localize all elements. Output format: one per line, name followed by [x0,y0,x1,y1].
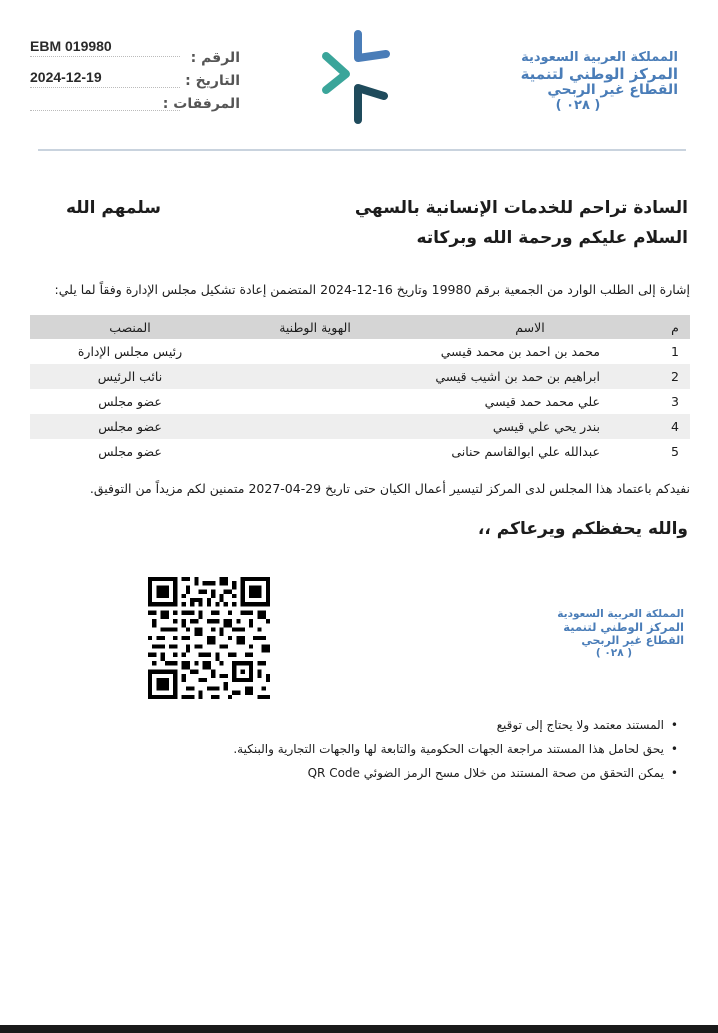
row-position: عضو مجلس [30,414,230,439]
col-header-position: المنصب [30,315,230,339]
intro-paragraph: إشارة إلى الطلب الوارد من الجمعية برقم 19980 وتاريخ 16-12-2024 المتضمن إعادة تشكيل مجلس الإدارة وفقاً لما يلي: [54,282,690,297]
organization-header [478,50,678,114]
number-label: الرقم : [190,50,240,66]
table-row [30,439,690,464]
row-position: عضو مجلس [98,444,162,459]
regards: سلمهم الله [66,198,161,218]
recipient: السادة تراحم للخدمات الإنسانية بالسهي [354,198,688,218]
ncnp-logo-icon [318,30,394,126]
notes-list [38,718,678,790]
row-num: 1 [671,344,679,359]
row-position: رئيس مجلس الإدارة [77,344,183,359]
table-row [30,414,690,439]
list-item: • المستند معتمد ولا يحتاج إلى توقيع [38,718,678,742]
closing-note: نفيدكم باعتماد هذا المجلس لدى المركز لتيسير أعمال الكيان حتى تاريخ 29-04-2027 متمنين لكم مزيداً من التوفيق. [89,481,690,496]
stamp-center: المركز الوطني لتنمية [563,620,684,634]
row-num: 2 [660,364,690,389]
stamp-sector: القطاع غير الربحي [581,634,684,647]
greeting: السلام عليكم ورحمة الله وبركاته [416,228,688,248]
row-national-id [230,389,400,414]
qr-code-icon[interactable] [148,577,270,699]
row-national-id [230,414,400,439]
attachments-field [30,96,240,118]
row-national-id [230,364,400,389]
stamp-country: المملكة العربية السعودية [557,608,684,620]
row-name: علي محمد حمد قيسي [484,394,600,409]
header-divider [38,149,686,151]
date-line [30,87,180,88]
row-national-id [230,339,400,364]
table-row [30,339,690,364]
list-item: • يحق لحامل هذا المستند مراجعة الجهات الحكومية والتابعة لها والجهات التجارية والبنكية. [38,742,678,766]
center-stamp [554,608,684,660]
col-header-name: الاسم [400,315,660,339]
org-center: المركز الوطني لتنمية [520,65,678,83]
row-num: 5 [671,444,679,459]
row-national-id [230,439,400,464]
board-members-table [30,315,690,464]
row-name: عبدالله علي ابوالقاسم حنانى [451,444,600,459]
number-line [30,56,180,57]
date-field [30,69,240,91]
bottom-edge [0,1025,718,1033]
org-country: المملكة العربية السعودية [521,50,678,65]
row-position: عضو مجلس [98,394,162,409]
date-label: التاريخ : [185,73,240,89]
table-header-row [30,315,690,339]
attachments-line [30,110,180,111]
row-num: 3 [671,394,679,409]
col-header-num: م [660,315,690,339]
table-row [30,389,690,414]
table-row [30,364,690,389]
col-header-national-id: الهوية الوطنية [230,315,400,339]
date-value: 2024-12-19 [30,69,102,85]
number-field [30,38,240,66]
org-number: ( ٠٢٨ ) [555,98,601,113]
row-name: ابراهيم بن حمد بن اشيب قيسي [400,364,660,389]
attachments-label: المرفقات : [162,96,240,112]
number-value: EBM 019980 [30,38,112,54]
row-name: محمد بن احمد بن محمد قيسي [440,344,600,359]
org-sector: القطاع غير الربحي [547,82,678,98]
row-position: نائب الرئيس [30,364,230,389]
row-name: بندر يحي علي قيسي [400,414,660,439]
blessing: والله يحفظكم ويرعاكم ،، [477,519,688,539]
stamp-number: ( ٠٢٨ ) [595,647,633,659]
row-num: 4 [660,414,690,439]
list-item: • يمكن التحقق من صحة المستند من خلال مسح الرمز الضوئي QR Code [38,766,678,790]
